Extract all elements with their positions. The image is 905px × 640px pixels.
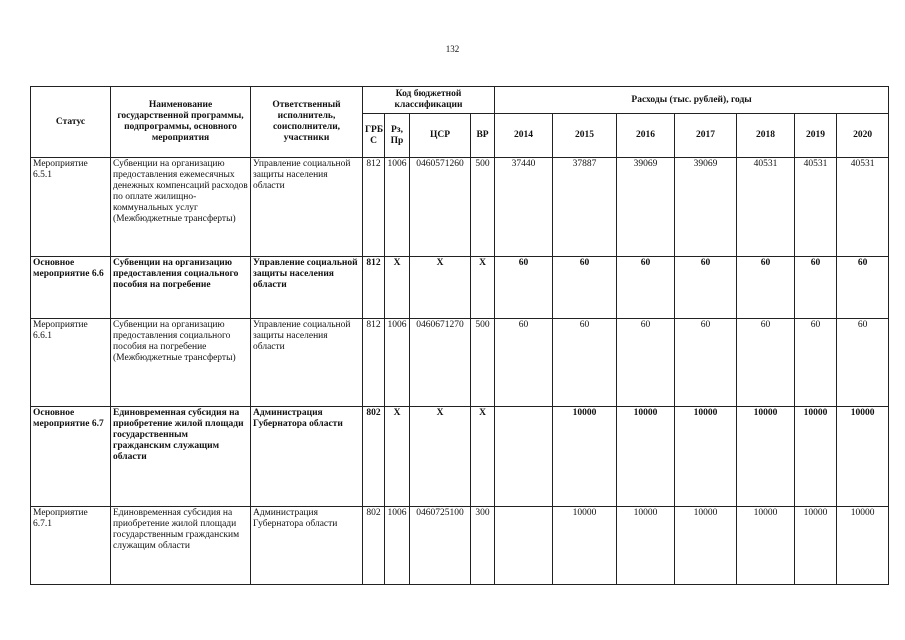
header-rzpr: Рз, Пр (385, 114, 410, 158)
budget-table (30, 86, 889, 585)
header-csr: ЦСР (410, 114, 471, 158)
row-name: Субвенции на организацию предоставления ежемесячных денежных компенсаций расходов по оплате жилищно-коммунальных услуг (Межбюджетные трансферты) (111, 158, 251, 257)
value-2014: 37440 (495, 158, 553, 257)
value-2019: 10000 (795, 407, 837, 507)
row-vr: Х (471, 257, 495, 319)
value-2016: 39069 (617, 158, 675, 257)
row-status: Мероприятие 6.6.1 (31, 319, 111, 407)
value-2018: 10000 (737, 507, 795, 585)
value-2015: 10000 (553, 507, 617, 585)
value-2020: 60 (837, 257, 889, 319)
value-2018: 10000 (737, 407, 795, 507)
header-year-2015: 2015 (553, 114, 617, 158)
header-year-2018: 2018 (737, 114, 795, 158)
row-name: Единовременная субсидия на приобретение жилой площади государственным гражданским служащим области (111, 407, 251, 507)
value-2018: 60 (737, 319, 795, 407)
value-2019: 40531 (795, 158, 837, 257)
row-grbs: 802 (363, 407, 385, 507)
row-csr: Х (410, 407, 471, 507)
row-name: Единовременная субсидия на приобретение жилой площади государственным гражданским служащим области (111, 507, 251, 585)
value-2017: 10000 (675, 507, 737, 585)
value-2020: 10000 (837, 507, 889, 585)
header-status: Статус (31, 87, 111, 158)
value-2019: 10000 (795, 507, 837, 585)
row-status: Основное мероприятие 6.6 (31, 257, 111, 319)
value-2015: 60 (553, 319, 617, 407)
table-row (31, 158, 889, 257)
row-vr: 500 (471, 158, 495, 257)
value-2018: 40531 (737, 158, 795, 257)
row-vr: Х (471, 407, 495, 507)
row-rzpr: 1006 (385, 507, 410, 585)
row-grbs: 812 (363, 257, 385, 319)
value-2016: 60 (617, 257, 675, 319)
row-vr: 300 (471, 507, 495, 585)
value-2019: 60 (795, 257, 837, 319)
row-responsible: Администрация Губернатора области (251, 407, 363, 507)
header-expenses: Расходы (тыс. рублей), годы (495, 87, 889, 114)
value-2016: 10000 (617, 507, 675, 585)
row-grbs: 812 (363, 319, 385, 407)
row-responsible: Управление социальной защиты населения области (251, 319, 363, 407)
row-rzpr: 1006 (385, 158, 410, 257)
row-rzpr: 1006 (385, 319, 410, 407)
header-budget-code: Код бюджетной классификации (363, 87, 495, 114)
header-name: Наименование государственной программы, подпрограммы, основного мероприятия (111, 87, 251, 158)
row-rzpr: Х (385, 257, 410, 319)
header-year-2020: 2020 (837, 114, 889, 158)
value-2014: 60 (495, 257, 553, 319)
row-csr: 0460571260 (410, 158, 471, 257)
value-2014 (495, 407, 553, 507)
row-rzpr: Х (385, 407, 410, 507)
value-2015: 10000 (553, 407, 617, 507)
value-2017: 60 (675, 257, 737, 319)
row-name: Субвенции на организацию предоставления социального пособия на погребение (Межбюджетные трансферты) (111, 319, 251, 407)
value-2014 (495, 507, 553, 585)
table-row (31, 319, 889, 407)
row-grbs: 802 (363, 507, 385, 585)
row-name: Субвенции на организацию предоставления социального пособия на погребение (111, 257, 251, 319)
header-vr: ВР (471, 114, 495, 158)
row-csr: 0460671270 (410, 319, 471, 407)
row-responsible: Управление социальной защиты населения области (251, 158, 363, 257)
value-2020: 40531 (837, 158, 889, 257)
table-row (31, 407, 889, 507)
value-2020: 60 (837, 319, 889, 407)
value-2015: 60 (553, 257, 617, 319)
value-2017: 10000 (675, 407, 737, 507)
value-2020: 10000 (837, 407, 889, 507)
row-responsible: Администрация Губернатора области (251, 507, 363, 585)
header-responsible: Ответственный исполнитель, соисполнители, участники (251, 87, 363, 158)
value-2016: 60 (617, 319, 675, 407)
row-grbs: 812 (363, 158, 385, 257)
value-2014: 60 (495, 319, 553, 407)
row-status: Мероприятие 6.7.1 (31, 507, 111, 585)
header-year-2016: 2016 (617, 114, 675, 158)
header-year-2019: 2019 (795, 114, 837, 158)
row-csr: Х (410, 257, 471, 319)
header-year-2017: 2017 (675, 114, 737, 158)
table-row (31, 257, 889, 319)
value-2018: 60 (737, 257, 795, 319)
row-csr: 0460725100 (410, 507, 471, 585)
value-2019: 60 (795, 319, 837, 407)
value-2017: 39069 (675, 158, 737, 257)
row-status: Мероприятие 6.5.1 (31, 158, 111, 257)
row-status: Основное мероприятие 6.7 (31, 407, 111, 507)
table-row (31, 507, 889, 585)
value-2015: 37887 (553, 158, 617, 257)
header-year-2014: 2014 (495, 114, 553, 158)
page-number: 132 (445, 44, 460, 54)
value-2017: 60 (675, 319, 737, 407)
header-grbs: ГРБ С (363, 114, 385, 158)
row-responsible: Управление социальной защиты населения области (251, 257, 363, 319)
row-vr: 500 (471, 319, 495, 407)
value-2016: 10000 (617, 407, 675, 507)
